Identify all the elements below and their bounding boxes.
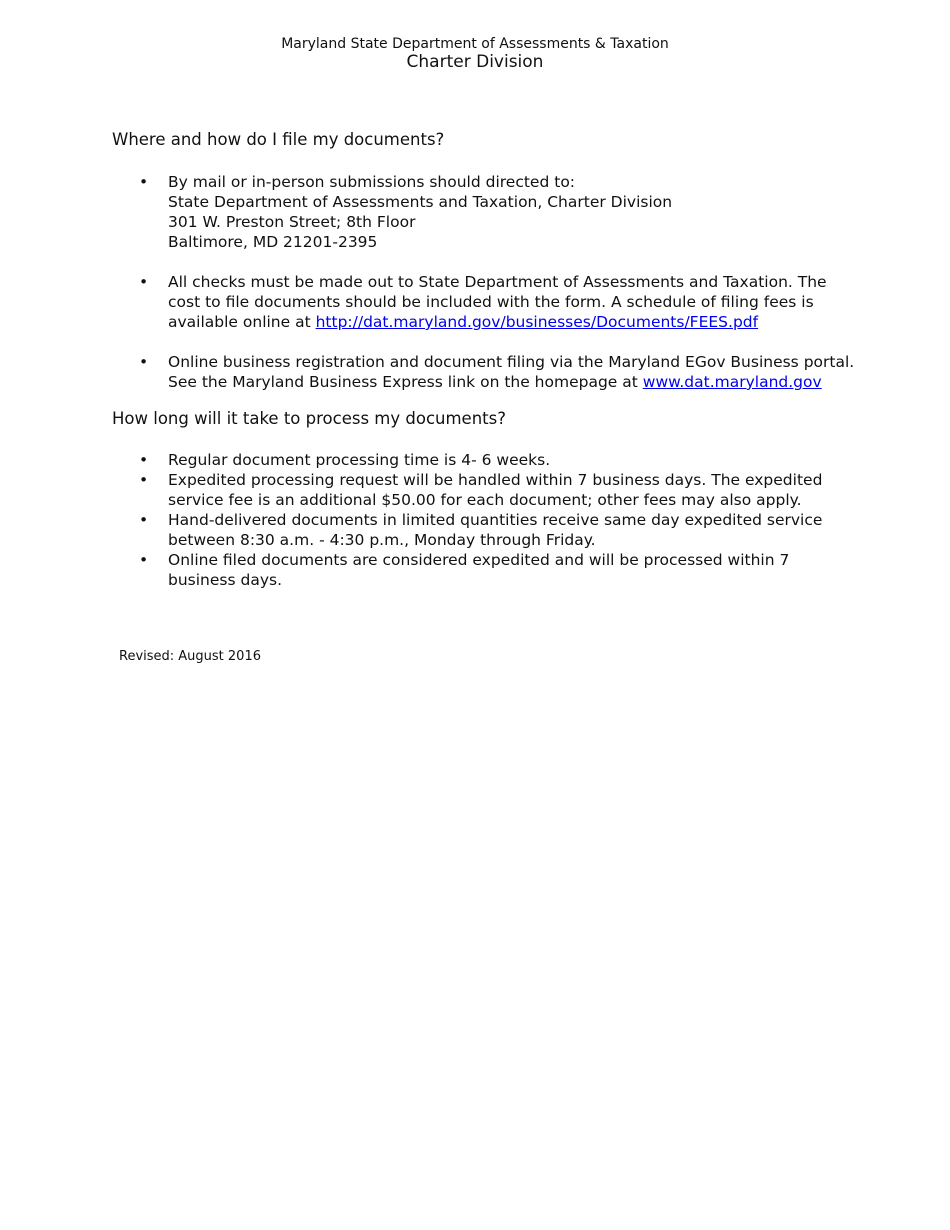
homepage-link[interactable]: www.dat.maryland.gov: [642, 373, 822, 391]
homepage-link-prefix: See the Maryland Business Express link on the homepage at: [168, 373, 643, 391]
list-item-online-filed: [112, 550, 852, 590]
checks-text-line2: cost to file documents should be included with the form. A schedule of filing fees is: [168, 293, 814, 311]
expedited-text-line1: • Expedited processing request will be handled within 7 business days. The expedited: [168, 471, 823, 489]
processing-bullet-list: [112, 450, 852, 590]
address-city: Baltimore, MD 21201-2395: [168, 233, 378, 251]
header-agency: Maryland State Department of Assessments & Taxation: [281, 36, 669, 52]
hand-delivered-text-line1: • Hand-delivered documents in limited quantities receive same day expedited service: [168, 511, 823, 529]
online-filed-text-line1: • Online filed documents are considered expedited and will be processed within 7: [168, 551, 790, 569]
hand-delivered-text-line2: between 8:30 a.m. - 4:30 p.m., Monday through Friday.: [168, 531, 596, 549]
revised-date: Revised: August 2016: [119, 649, 261, 664]
online-filing-text-line2: [168, 372, 852, 392]
header-division: Charter Division: [406, 52, 544, 72]
checks-text-line3: [168, 312, 852, 332]
expedited-text-line2: service fee is an additional $50.00 for each document; other fees may also apply.: [168, 491, 802, 509]
list-item-regular-processing: [112, 450, 852, 470]
address-street: 301 W. Preston Street; 8th Floor: [168, 213, 416, 231]
filing-bullet-list: [112, 172, 855, 412]
section-heading-processing: How long will it take to process my documents?: [112, 409, 506, 428]
fees-link-prefix: available online at: [168, 313, 316, 331]
list-item-checks-fees: [112, 272, 852, 332]
list-item-mailing-address: [112, 172, 852, 252]
regular-processing-text: • Regular document processing time is 4- 6 weeks.: [168, 451, 551, 469]
section-heading-filing: Where and how do I file my documents?: [112, 130, 445, 149]
checks-text-line1: • All checks must be made out to State Department of Assessments and Taxation. The: [168, 273, 827, 291]
address-department: State Department of Assessments and Taxation, Charter Division: [168, 193, 673, 211]
list-item-hand-delivered: [112, 510, 852, 550]
list-item-online-filing: [112, 352, 855, 392]
online-filing-text-line1: • Online business registration and document filing via the Maryland EGov Business portal.: [168, 353, 855, 371]
list-item-expedited-processing: [112, 470, 852, 510]
online-filed-text-line2: business days.: [168, 571, 282, 589]
mail-instructions-text: • By mail or in-person submissions should directed to:: [168, 173, 576, 191]
fees-schedule-link[interactable]: http://dat.maryland.gov/businesses/Documents/FEES.pdf: [315, 313, 759, 331]
